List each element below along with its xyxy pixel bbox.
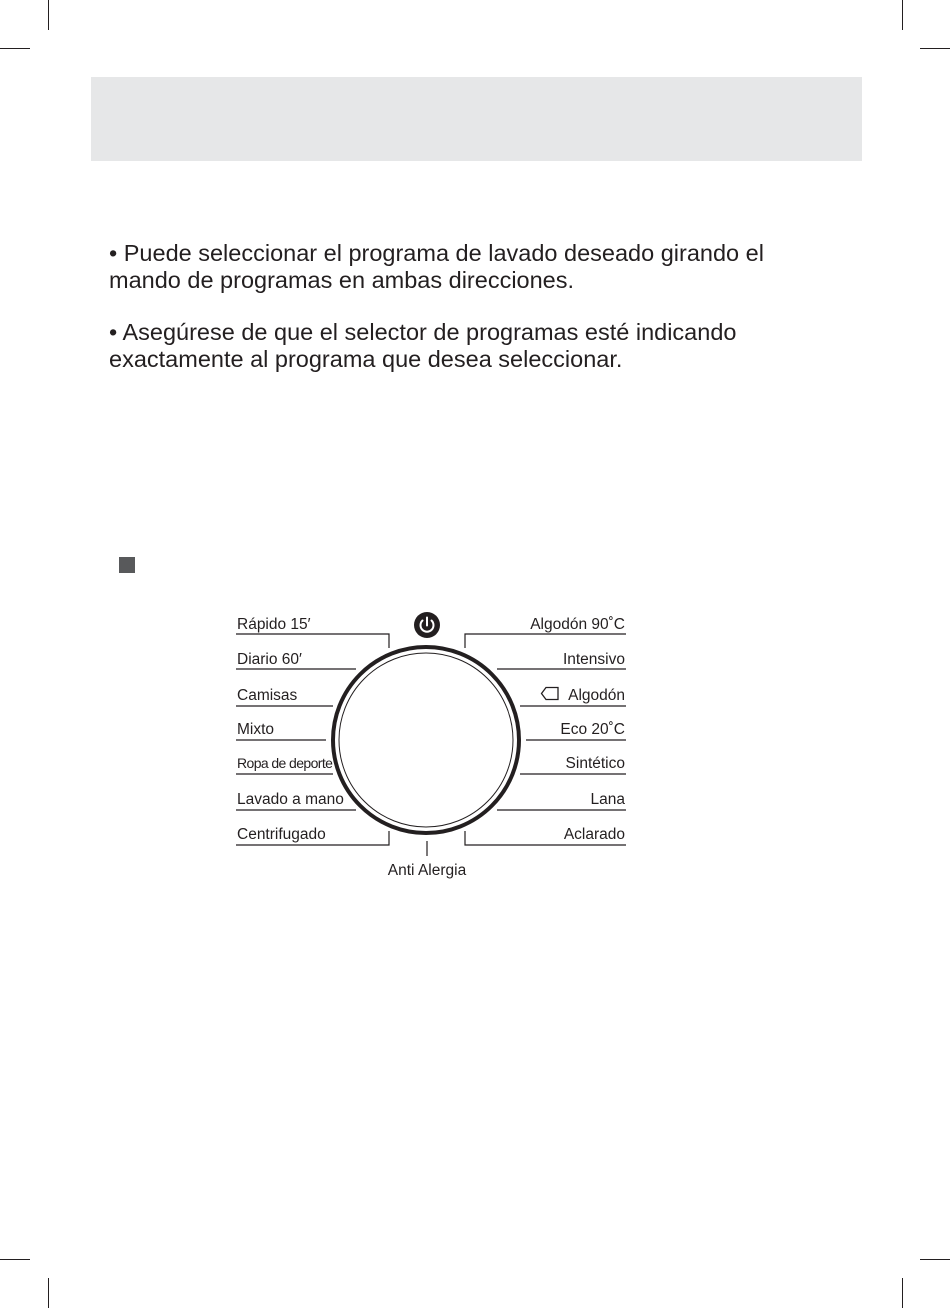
program-label-camisas: Camisas [237,687,298,704]
program-label-lana: Lana [590,791,625,808]
leader-line [465,634,626,648]
program-knob-outer-ring [333,647,519,833]
instruction-paragraph: • Puede seleccionar el programa de lavado deseado girando el mando de programas en ambas direcciones. [109,240,764,293]
program-label-diario-60: Diario 60′ [237,651,302,668]
program-label-lavado-a-mano: Lavado a mano [237,791,344,808]
garment-tag-icon [542,688,559,700]
program-label-anti-alergia: Anti Alergia [387,862,467,879]
program-label-rapido-15: Rápido 15′ [237,616,311,633]
program-label-eco-20: Eco 20˚C [560,721,625,738]
program-label-algodon-90: Algodón 90˚C [530,616,625,633]
program-label-algodon: Algodón [568,687,625,704]
leader-line [236,634,389,648]
program-label-sintetico: Sintético [565,755,625,772]
instruction-paragraph: • Asegúrese de que el selector de programas esté indicando exactamente al programa que desea seleccionar. [109,319,737,372]
program-label-ropa-de-deporte: Ropa de deporte [237,755,333,771]
program-label-mixto: Mixto [237,721,275,738]
program-label-centrifugado: Centrifugado [237,826,326,843]
power-icon [414,612,440,638]
program-label-aclarado: Aclarado [563,826,625,843]
program-label-intensivo: Intensivo [562,651,625,668]
